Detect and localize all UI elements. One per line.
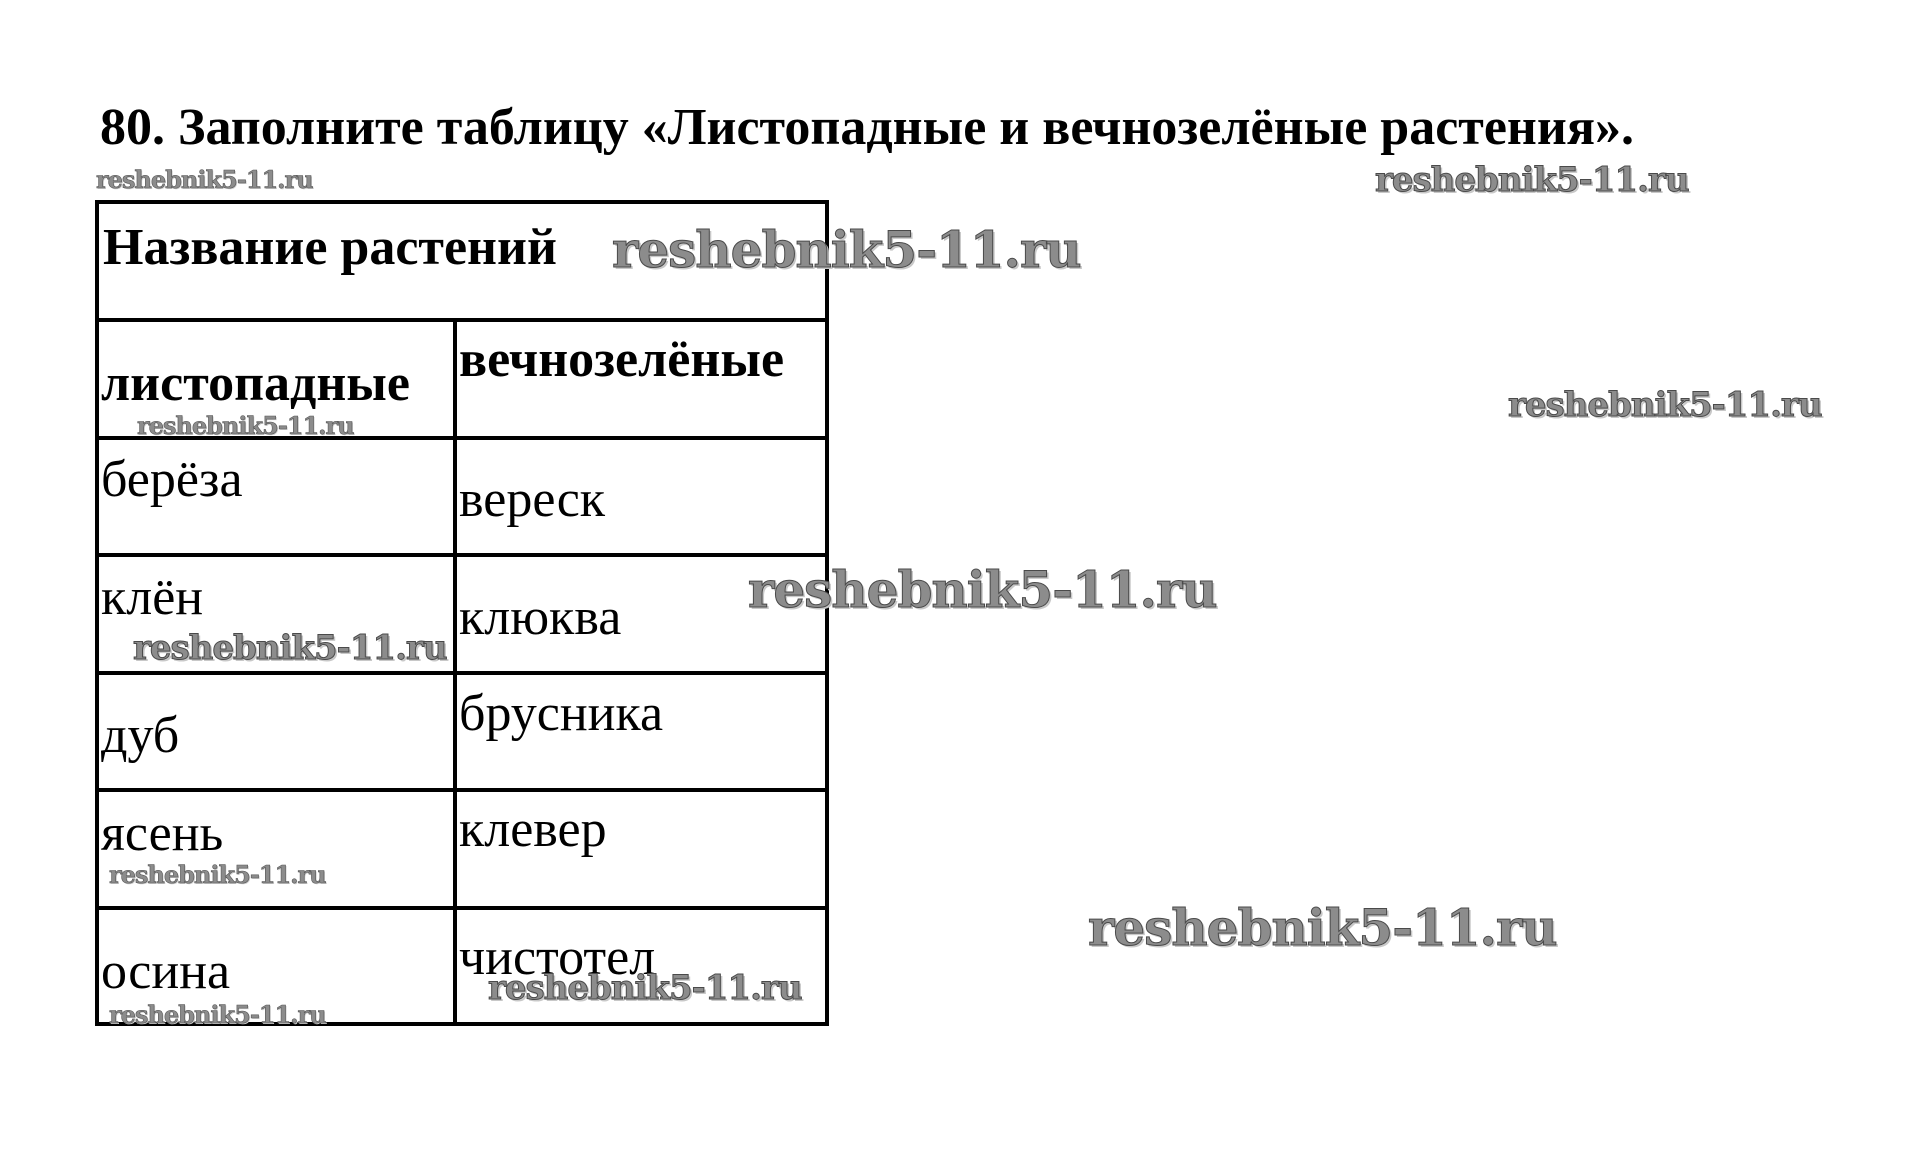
watermark-text: reshebnik5-11.ru	[109, 860, 326, 889]
column-header-deciduous: листопадные	[101, 355, 410, 412]
watermark-text: reshebnik5-11.ru	[1375, 160, 1689, 200]
table-cell-deciduous-3: дуб	[101, 707, 180, 764]
row-divider	[99, 553, 825, 557]
watermark-text: reshebnik5-11.ru	[133, 628, 447, 668]
watermark-text: reshebnik5-11.ru	[748, 560, 1217, 619]
table-cell-evergreen-3: брусника	[459, 685, 664, 742]
row-divider	[99, 671, 825, 675]
watermark-text: reshebnik5-11.ru	[96, 165, 313, 194]
task-title: 80. Заполните таблицу «Листопадные и вечнозелёные растения».	[100, 99, 1634, 156]
table-header-label: Название растений	[103, 219, 557, 276]
watermark-text: reshebnik5-11.ru	[109, 1000, 326, 1029]
table-cell-deciduous-1: берёза	[101, 451, 243, 508]
table-cell-deciduous-5: осина	[101, 943, 231, 1000]
table-cell-evergreen-5: чистотел	[459, 929, 656, 986]
table-cell-deciduous-2: клён	[101, 569, 204, 626]
row-divider	[99, 788, 825, 792]
table-cell-deciduous-4: ясень	[101, 805, 224, 862]
watermark-text: reshebnik5-11.ru	[137, 411, 354, 440]
table-cell-evergreen-2: клюква	[459, 589, 622, 646]
plants-table	[95, 200, 829, 1026]
table-cell-evergreen-1: вереск	[459, 471, 606, 528]
watermark-text: reshebnik5-11.ru	[612, 220, 1081, 279]
watermark-text: reshebnik5-11.ru	[488, 968, 802, 1008]
table-cell-evergreen-4: клевер	[459, 801, 607, 858]
watermark-text: reshebnik5-11.ru	[1088, 898, 1557, 957]
watermark-text: reshebnik5-11.ru	[1508, 385, 1822, 425]
row-divider	[99, 906, 825, 910]
column-header-evergreen: вечнозелёные	[459, 331, 785, 388]
